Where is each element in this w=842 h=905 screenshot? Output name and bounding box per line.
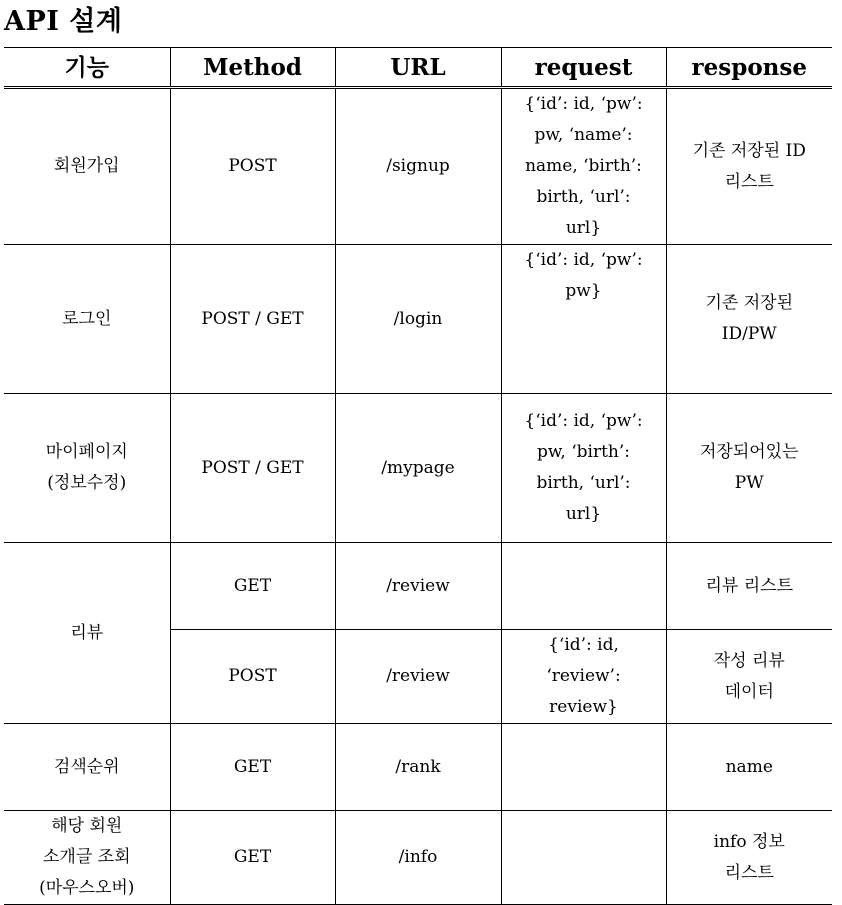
feature-cell: 해당 회원 소개글 조회 (마우스오버)	[4, 811, 170, 905]
response-cell: name	[666, 724, 832, 811]
column-header-request: request	[501, 48, 666, 88]
request-cell	[501, 811, 666, 905]
response-cell: 기존 저장된 ID 리스트	[666, 88, 832, 245]
column-header-feature: 기능	[4, 48, 170, 88]
request-cell: {‘id’: id, ‘review’: review}	[501, 630, 666, 724]
method-cell: POST / GET	[170, 394, 335, 543]
response-cell: 작성 리뷰 데이터	[666, 630, 832, 724]
request-cell	[501, 724, 666, 811]
url-cell: /info	[335, 811, 501, 905]
request-cell: {‘id’: id, ‘pw’: pw, ‘birth’: birth, ‘url’: url}	[501, 394, 666, 543]
request-cell: {‘id’: id, ‘pw’: pw, ‘name’: name, ‘birth’: birth, ‘url’: url}	[501, 88, 666, 245]
feature-cell: 로그인	[4, 245, 170, 394]
request-cell: {‘id’: id, ‘pw’: pw}	[501, 245, 666, 394]
request-cell	[501, 543, 666, 630]
url-cell: /login	[335, 245, 501, 394]
table-row	[4, 245, 832, 394]
table-row	[4, 811, 832, 905]
method-cell: POST	[170, 630, 335, 724]
response-cell: 기존 저장된 ID/PW	[666, 245, 832, 394]
url-cell: /mypage	[335, 394, 501, 543]
page-title: API 설계	[4, 6, 123, 37]
method-cell: GET	[170, 811, 335, 905]
feature-cell: 회원가입	[4, 88, 170, 245]
column-header-method: Method	[170, 48, 335, 88]
method-cell: GET	[170, 724, 335, 811]
feature-cell: 리뷰	[4, 543, 170, 724]
table-row	[4, 543, 832, 630]
response-cell: 리뷰 리스트	[666, 543, 832, 630]
column-header-response: response	[666, 48, 832, 88]
url-cell: /review	[335, 630, 501, 724]
url-cell: /rank	[335, 724, 501, 811]
url-cell: /signup	[335, 88, 501, 245]
table-row	[4, 394, 832, 543]
table-row	[4, 724, 832, 811]
table-row	[4, 88, 832, 245]
response-cell: info 정보 리스트	[666, 811, 832, 905]
method-cell: POST / GET	[170, 245, 335, 394]
feature-cell: 검색순위	[4, 724, 170, 811]
api-table	[4, 47, 832, 905]
method-cell: GET	[170, 543, 335, 630]
header-row	[4, 48, 832, 88]
url-cell: /review	[335, 543, 501, 630]
response-cell: 저장되어있는 PW	[666, 394, 832, 543]
method-cell: POST	[170, 88, 335, 245]
feature-cell: 마이페이지 (정보수정)	[4, 394, 170, 543]
column-header-url: URL	[335, 48, 501, 88]
